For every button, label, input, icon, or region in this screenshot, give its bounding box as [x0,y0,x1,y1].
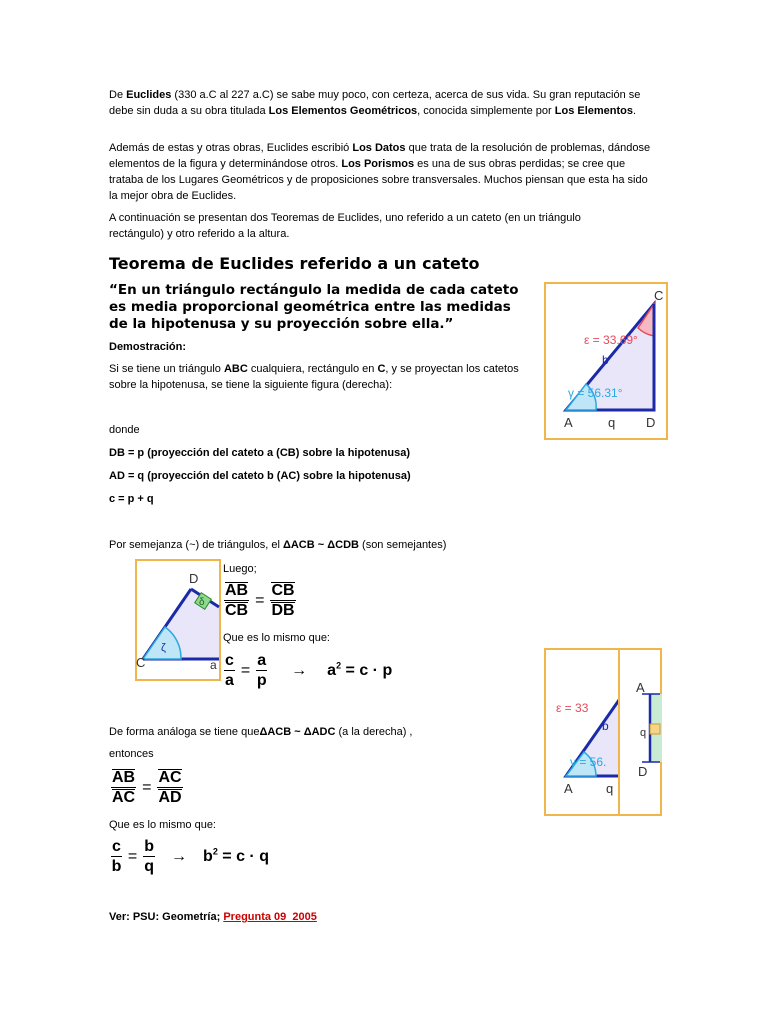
theorem-quote: “En un triángulo rectángulo la medida de cada cateto es media proporcional geométrica entre las medidas de la hipotenusa y su proyección sobre ella.” [109,282,519,332]
text: A continuación se presentan dos Teoremas de Euclides, uno referido a un cateto (en un triángulo rectángulo) y otro referido a la altura. [109,212,581,240]
numerator: CB [271,582,295,599]
equation-ab-cb [224,581,296,620]
equation-c-b [111,837,269,876]
text: De [109,89,127,101]
equals-sign: = [240,661,251,679]
vertex-a-label: A [564,415,573,430]
equation-c-a [224,651,392,690]
euclides-bold: Euclides [126,89,172,101]
definition-q: AD = q (proyección del cateto b (AC) sobre la hipotenusa) [109,470,411,482]
text: Si se tiene un triángulo [109,363,224,375]
numerator: AC [158,769,182,786]
analoga-paragraph [109,724,413,740]
side-b-label: b [602,719,609,733]
denominator: AC [112,789,136,806]
text: De forma análoga se tiene que [109,726,260,738]
numerator: a [257,652,267,669]
figure-triangle-adc-partial [618,648,662,816]
text: , conocida simplemente por [417,105,555,117]
fraction [111,837,122,876]
text: . [633,105,637,117]
intro-paragraph-2 [109,140,659,204]
side-a-label: a [210,658,217,672]
equals-sign: = [127,847,138,865]
denominator: DB [271,602,295,619]
arrow-icon: → [291,661,308,679]
donde-label: donde [109,424,140,436]
equals-sign: = [255,591,265,609]
analoga-relation: ΔACB ~ ΔADC [259,726,336,738]
result-b2: $b^2 = c \cdot q$ [203,846,269,866]
text: cualquiera, rectángulo en [247,363,378,375]
text: es una de sus obras perdidas; se cree que trataba de los Lugares Geométricos y de proposiciones sobre transversales. Muchos piensan que esta ha sido la mejor obra de Euclides. [109,158,648,202]
definition-p: DB = p (proyección del cateto a (CB) sobre la hipotenusa) [109,447,411,459]
fraction [111,768,136,807]
fraction [157,768,182,807]
angle-zeta-label: ζ [161,642,166,654]
triangle-figure-svg [546,284,666,438]
vertex-a-label: A [636,680,645,695]
section-title: Teorema de Euclides referido a un cateto [109,254,480,273]
luego-label: Luego; [223,563,257,575]
los-elementos-bold: Los Elementos [554,105,633,117]
triangle-adc-partial-svg [620,650,660,814]
numerator: AB [112,769,136,786]
entonces-label: entonces [109,748,154,760]
denominator: b [111,858,122,875]
text: Por semejanza (~) de triángulos, el [109,539,283,551]
denominator: AD [158,789,182,806]
c-bold: C [377,363,386,375]
fraction [224,581,249,620]
denominator: CB [225,602,249,619]
vertex-d-label: D [646,415,656,430]
semejanza-paragraph [109,537,446,553]
text: , y se proyectan los catetos sobre la hipotenusa, se tiene la siguiente figura (derecha): [109,363,519,391]
text: (son semejantes) [358,539,447,551]
figure-triangle-abc [544,282,668,440]
angle-epsilon-label: ε = 33.69° [584,333,638,347]
segment-q-label: q [640,727,647,739]
intro-paragraph-3 [109,210,609,242]
angle-delta-label: δ [199,597,205,608]
text: Además de estas y otras obras, Euclides escribió [109,142,353,154]
demo-title: Demostración: [109,341,187,353]
ver-label: Ver: PSU: Geometría; [109,911,224,923]
fraction [143,837,155,876]
elementos-geometricos-bold: Los Elementos Geométricos [268,105,418,117]
angle-gamma-label: γ = 56. [570,755,607,769]
definition-c: c = p + q [109,493,154,505]
text: que trata de la resolución de problemas, dándose elementos de la figura y determinándose otros. [109,142,651,170]
figure-triangle-acb-partial [544,648,620,816]
equation-ab-ac [111,768,183,807]
denominator: q [144,858,155,875]
fraction [256,651,267,690]
angle-gamma-label: γ = 56.31° [568,386,623,400]
triangle-cdb-svg [137,561,219,679]
los-datos-bold: Los Datos [352,142,406,154]
pregunta-link[interactable]: Pregunta 09_2005 [223,911,317,923]
text: (330 a.C al 227 a.C) se sabe muy poco, con certeza, acerca de sus vida. Su gran reputación se debe sin duda a su obra titulada [109,89,641,117]
vertex-a-label: A [564,781,573,796]
ver-line [109,909,317,925]
vertex-c-label: C [654,288,664,303]
figure-triangle-cdb [135,559,221,681]
denominator: p [256,672,267,689]
vertex-d-label: D [638,764,648,779]
segment-q-label: q [606,781,614,796]
angle-epsilon-label: ε = 33 [556,701,589,715]
intro-paragraph-1 [109,87,659,119]
fraction [270,581,295,620]
numerator: c [112,838,121,855]
result-a2: $a^2 = c \cdot p$ [327,660,393,680]
numerator: c [225,652,234,669]
arrow-icon: → [171,847,188,865]
triangle-acb-partial-svg [546,650,618,814]
vertex-d-label: D [189,571,199,586]
mismo-que-label-2: Que es lo mismo que: [109,819,216,831]
equals-sign: = [142,778,152,796]
vertex-c-label: C [136,655,146,670]
side-b-label: b [602,353,609,367]
semejanza-relation: ΔACB ~ ΔCDB [282,539,359,551]
mismo-que-label-1: Que es lo mismo que: [223,632,330,644]
segment-q-label: q [608,415,616,430]
denominator: a [225,672,234,689]
los-porismos-bold: Los Porismos [341,158,415,170]
numerator: b [144,838,155,855]
fraction [224,651,235,690]
numerator: AB [225,582,249,599]
text: (a la derecha) , [335,726,413,738]
abc-bold: ABC [223,363,248,375]
demo-paragraph [109,361,545,393]
